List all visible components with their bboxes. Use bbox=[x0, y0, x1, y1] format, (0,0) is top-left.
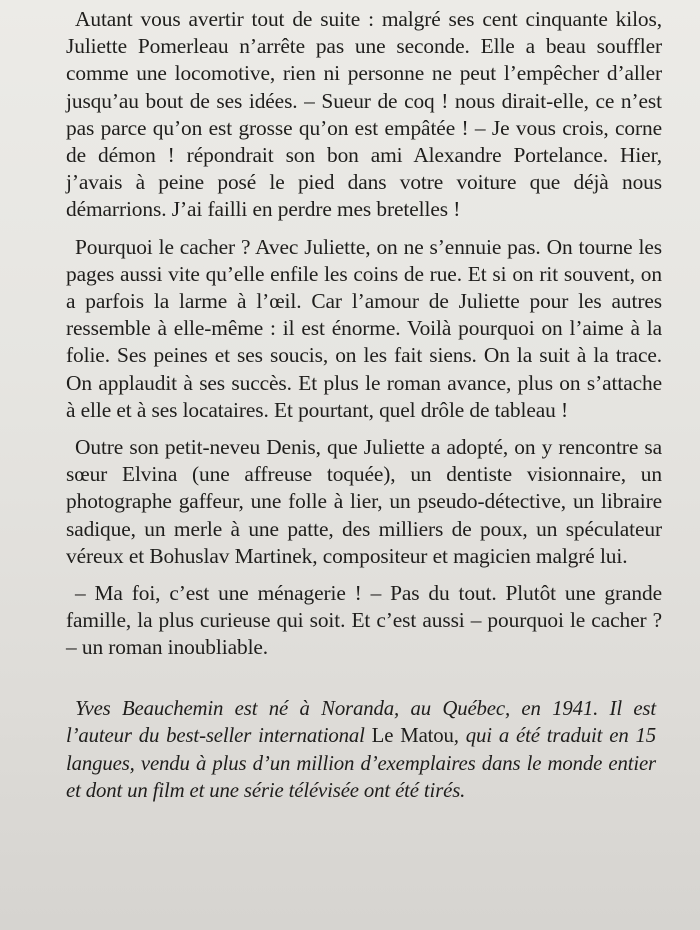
author-bio bbox=[66, 695, 662, 805]
author-bio-book-title: Le Matou bbox=[371, 724, 454, 748]
blurb-paragraph-3: Outre son petit-neveu Denis, que Juliette a adopté, on y rencontre sa sœur Elvina (une affreuse toquée), un dentiste visionnaire, un photographe gaffeur, une folle à lier, un pseudo-détective, un libraire sadique, un merle à une patte, des milliers de poux, un spéculateur véreux et Bohuslav Martinek, compositeur et magicien malgré lui. bbox=[66, 435, 662, 568]
author-bio-text-end: , qui a été traduit en 15 langues, vendu à plus d’un million d’exemplaires dans le monde entier et dont un film et une série télévisée ont été tirés. bbox=[66, 724, 657, 803]
blurb-paragraph-4: – Ma foi, c’est une ménagerie ! – Pas du tout. Plutôt une grande famille, la plus curieuse qui soit. Et c’est aussi – pourquoi le cacher ? – un roman inoubliable. bbox=[66, 581, 662, 660]
blurb-paragraph-2: Pourquoi le cacher ? Avec Juliette, on ne s’ennuie pas. On tourne les pages aussi vite qu’elle enfile les coins de rue. Et si on rit souvent, on a parfois la larme à l’œil. Car l’amour de Juliette pour les autres ressemble à elle-même : il est énorme. Voilà pourquoi on l’aime à la folie. Ses peines et ses soucis, on les fait siens. On la suit à la trace. On applaudit à ses succès. Et plus le roman avance, plus on s’attache à elle et à ses locataires. Et pourtant, quel drôle de tableau ! bbox=[66, 234, 662, 422]
author-bio-text: Yves Beauchemin est né à Noranda, au Québec, en 1941. Il est l’auteur du best-seller international bbox=[66, 696, 656, 748]
blurb-paragraph-1: Autant vous avertir tout de suite : malgré ses cent cinquante kilos, Juliette Pomerleau n’arrête pas une seconde. Elle a beau souffler comme une locomotive, rien ni personne ne peut l’empêcher d’aller jusqu’au bout de ses idées. – Sueur de coq ! nous dirait-elle, ce n’est pas parce qu’on est grosse qu’on est empâtée ! – Je vous crois, corne de démon ! répondrait son bon ami Alexandre Portelance. Hier, j’avais à peine posé le pied dans votre voiture que déjà nous démarrions. J’ai failli en perdre mes bretelles ! bbox=[66, 7, 662, 222]
